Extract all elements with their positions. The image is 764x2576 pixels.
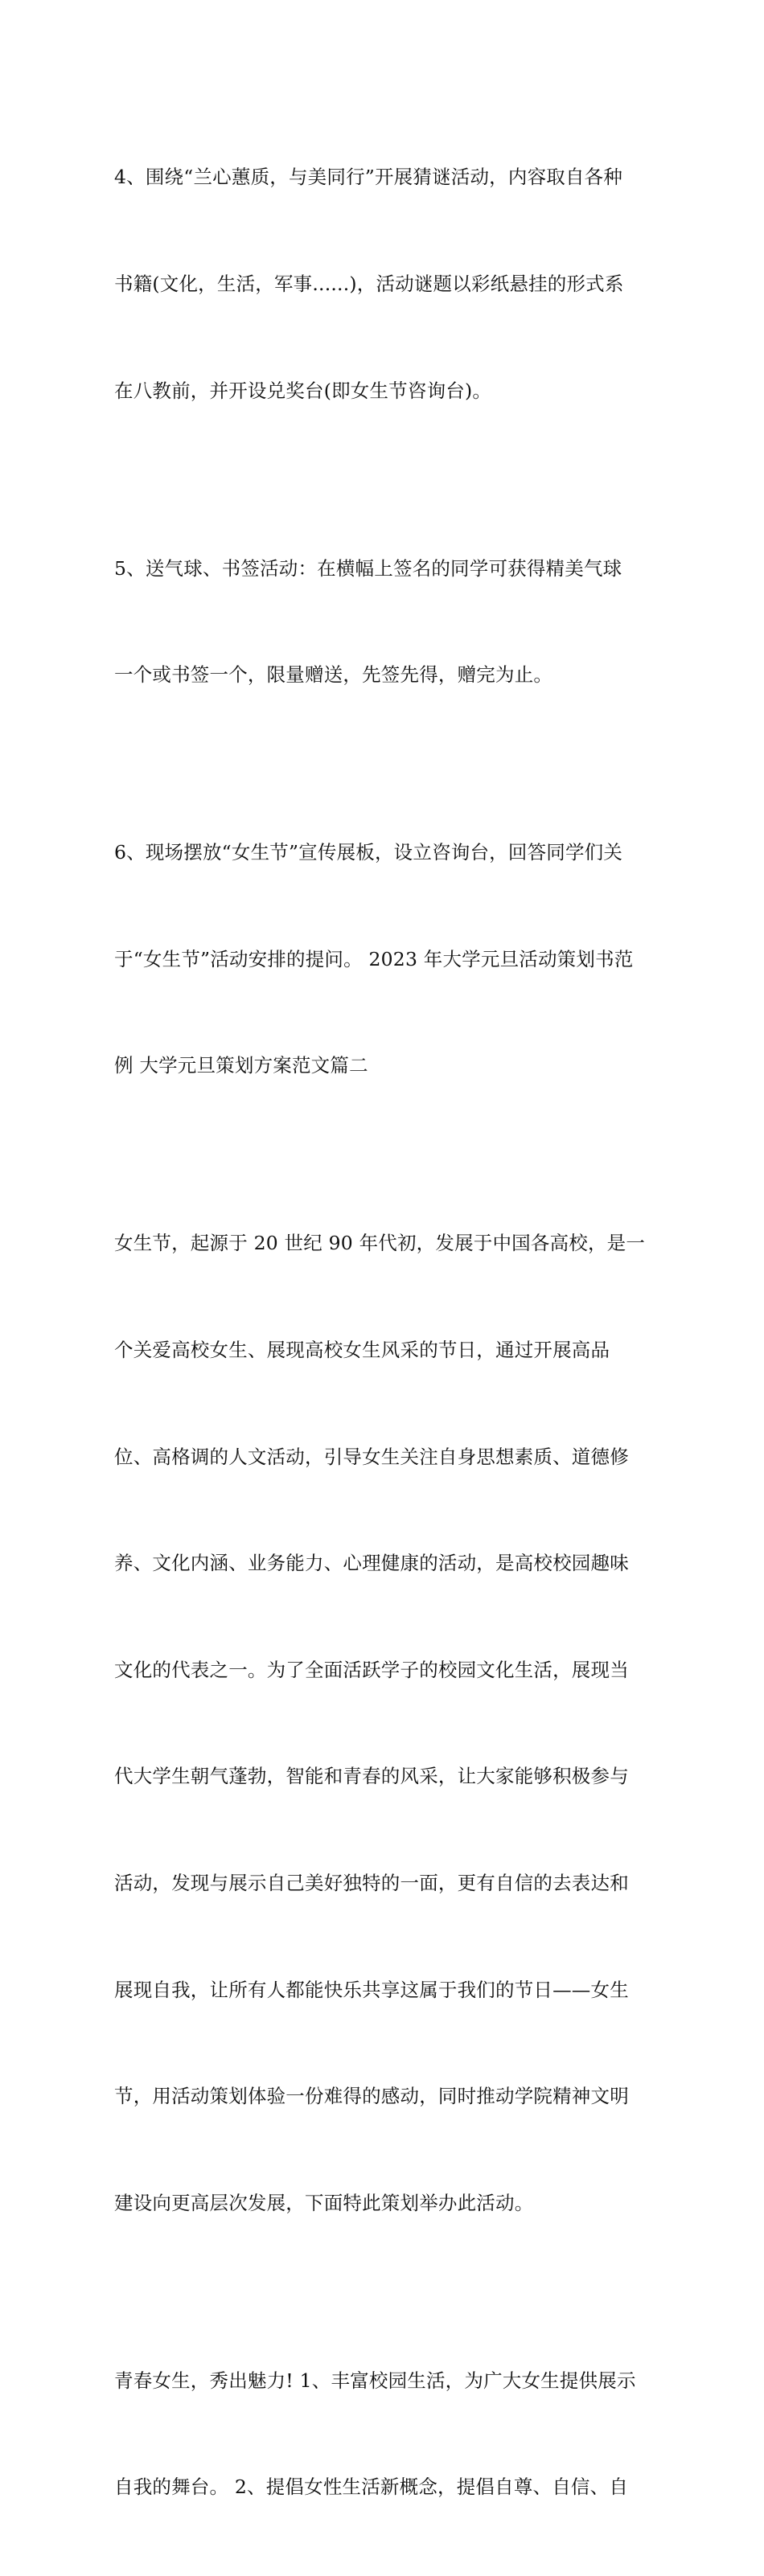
text-line: 活动，发现与展示自己美好独特的一面，更有自信的去表达和 [114, 1871, 629, 1894]
paragraph-activity-6 [114, 764, 655, 1155]
paragraph-theme-goals [114, 2291, 655, 2576]
text-line: 4、围绕“兰心蕙质，与美同行”开展猜谜活动，内容取自各种 [114, 166, 623, 189]
text-line: 女生节，起源于 20 世纪 90 年代初，发展于中国各高校，是一 [114, 1232, 646, 1255]
paragraph-activity-5 [114, 479, 655, 764]
text-line: 个关爱高校女生、展现高校女生风采的节日，通过开展高品 [114, 1338, 610, 1361]
text-line: 青春女生，秀出魅力! 1、丰富校园生活，为广大女生提供展示 [114, 2369, 636, 2392]
text-line: 在八教前，并开设兑奖台(即女生节咨询台)。 [114, 379, 492, 402]
paragraph-activity-4 [114, 88, 655, 479]
text-line: 于“女生节”活动安排的提问。 2023 年大学元旦活动策划书范 [114, 947, 634, 970]
text-line: 例 大学元旦策划方案范文篇二 [114, 1054, 368, 1077]
text-line: 节，用活动策划体验一份难得的感动，同时推动学院精神文明 [114, 2085, 629, 2108]
paragraph-background [114, 1155, 655, 2291]
text-line: 一个或书签一个，限量赠送，先签先得，赠完为止。 [114, 663, 553, 687]
text-line: 书籍(文化，生活，军事......)，活动谜题以彩纸悬挂的形式系 [114, 273, 624, 295]
text-line: 代大学生朝气蓬勃，智能和青春的风采，让大家能够积极参与 [114, 1765, 629, 1788]
text-line: 养、文化内涵、业务能力、心理健康的活动，是高校校园趣味 [114, 1552, 629, 1575]
text-line: 建设向更高层次发展，下面特此策划举办此活动。 [114, 2191, 534, 2214]
text-line: 位、高格调的人文活动，引导女生关注自身思想素质、道德修 [114, 1445, 629, 1468]
document-body [114, 88, 655, 2576]
text-line: 文化的代表之一。为了全面活跃学子的校园文化生活，展现当 [114, 1658, 629, 1681]
text-line: 展现自我，让所有人都能快乐共享这属于我们的节日——女生 [114, 1978, 629, 2001]
text-line: 自我的舞台。 2、提倡女性生活新概念，提倡自尊、自信、自 [114, 2476, 629, 2499]
text-line: 6、现场摆放“女生节”宣传展板，设立咨询台，回答同学们关 [114, 841, 623, 864]
text-line: 5、送气球、书签活动：在横幅上签名的同学可获得精美气球 [114, 556, 622, 580]
